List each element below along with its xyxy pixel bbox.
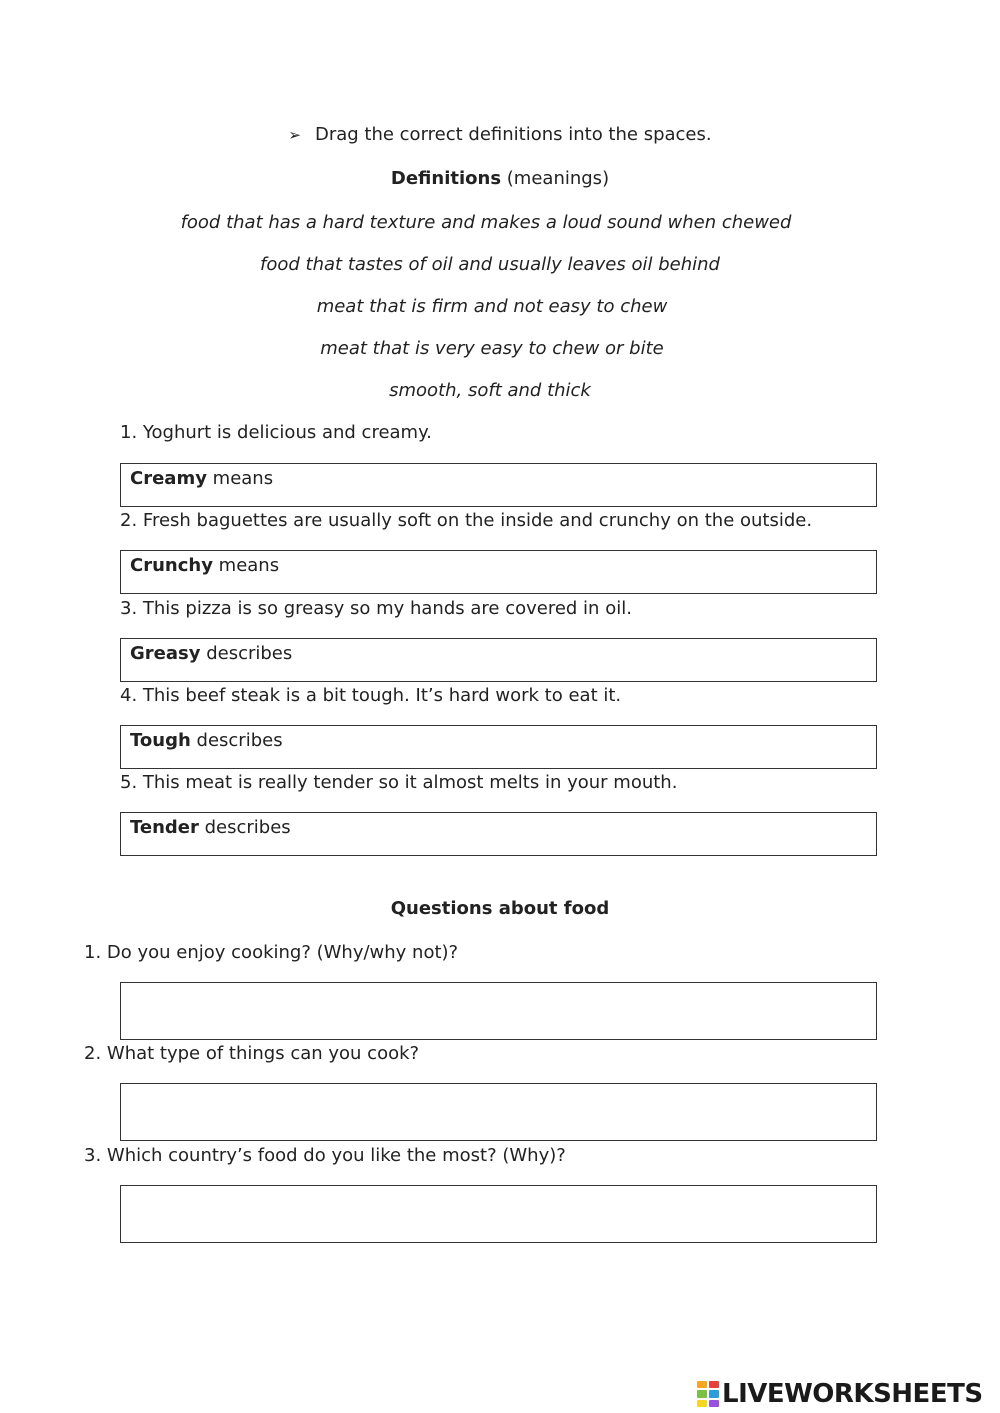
term-verb: describes (206, 643, 293, 664)
term-label: Creamy (130, 468, 207, 489)
instruction-text: Drag the correct definitions into the spaces. (314, 124, 712, 145)
question-1: 1. Do you enjoy cooking? (Why/why not)? (84, 942, 459, 963)
definitions-heading-bold: Definitions (390, 168, 502, 189)
logo-cell (709, 1381, 719, 1388)
term-label: Crunchy (130, 555, 213, 576)
arrow-bullet-icon: ➢ (288, 126, 301, 144)
definitions-heading-rest: (meanings) (506, 168, 610, 189)
definition-item[interactable]: food that tastes of oil and usually leaves oil behind (260, 254, 720, 275)
term-verb: describes (196, 730, 283, 751)
term-label: Greasy (130, 643, 201, 664)
question-3: 3. Which country’s food do you like the most? (Why)? (84, 1145, 566, 1166)
definition-item[interactable]: smooth, soft and thick (389, 380, 591, 401)
definition-item[interactable]: meat that is very easy to chew or bite (320, 338, 664, 359)
question-2: 2. What type of things can you cook? (84, 1043, 420, 1064)
liveworksheets-logo (697, 1377, 983, 1411)
logo-cell (709, 1400, 719, 1407)
definitions-heading (0, 168, 1000, 189)
answer-field-2[interactable] (120, 1083, 877, 1141)
drop-zone-creamy[interactable] (120, 463, 877, 507)
sentence-2: 2. Fresh baguettes are usually soft on the inside and crunchy on the outside. (120, 510, 813, 531)
answer-field-3[interactable] (120, 1185, 877, 1243)
term-label: Tough (130, 730, 191, 751)
drop-zone-tender[interactable] (120, 812, 877, 856)
definition-item[interactable]: food that has a hard texture and makes a loud sound when chewed (180, 212, 792, 233)
definition-item[interactable]: meat that is firm and not easy to chew (316, 296, 668, 317)
sentence-1: 1. Yoghurt is delicious and creamy. (120, 422, 432, 443)
logo-cell (697, 1390, 707, 1397)
sentence-3: 3. This pizza is so greasy so my hands are covered in oil. (120, 598, 632, 619)
logo-cell (697, 1400, 707, 1407)
term-label: Tender (130, 817, 199, 838)
instruction (0, 124, 1000, 145)
sentence-4: 4. This beef steak is a bit tough. It’s hard work to eat it. (120, 685, 622, 706)
term-verb: means (212, 468, 274, 489)
logo-mark-icon (697, 1381, 719, 1407)
term-verb: means (218, 555, 280, 576)
drop-zone-crunchy[interactable] (120, 550, 877, 594)
drop-zone-greasy[interactable] (120, 638, 877, 682)
logo-text: LIVEWORKSHEETS (722, 1379, 983, 1409)
questions-heading: Questions about food (390, 898, 610, 919)
term-verb: describes (204, 817, 291, 838)
answer-field-1[interactable] (120, 982, 877, 1040)
logo-cell (709, 1390, 719, 1397)
logo-cell (697, 1381, 707, 1388)
sentence-5: 5. This meat is really tender so it almost melts in your mouth. (120, 772, 678, 793)
drop-zone-tough[interactable] (120, 725, 877, 769)
